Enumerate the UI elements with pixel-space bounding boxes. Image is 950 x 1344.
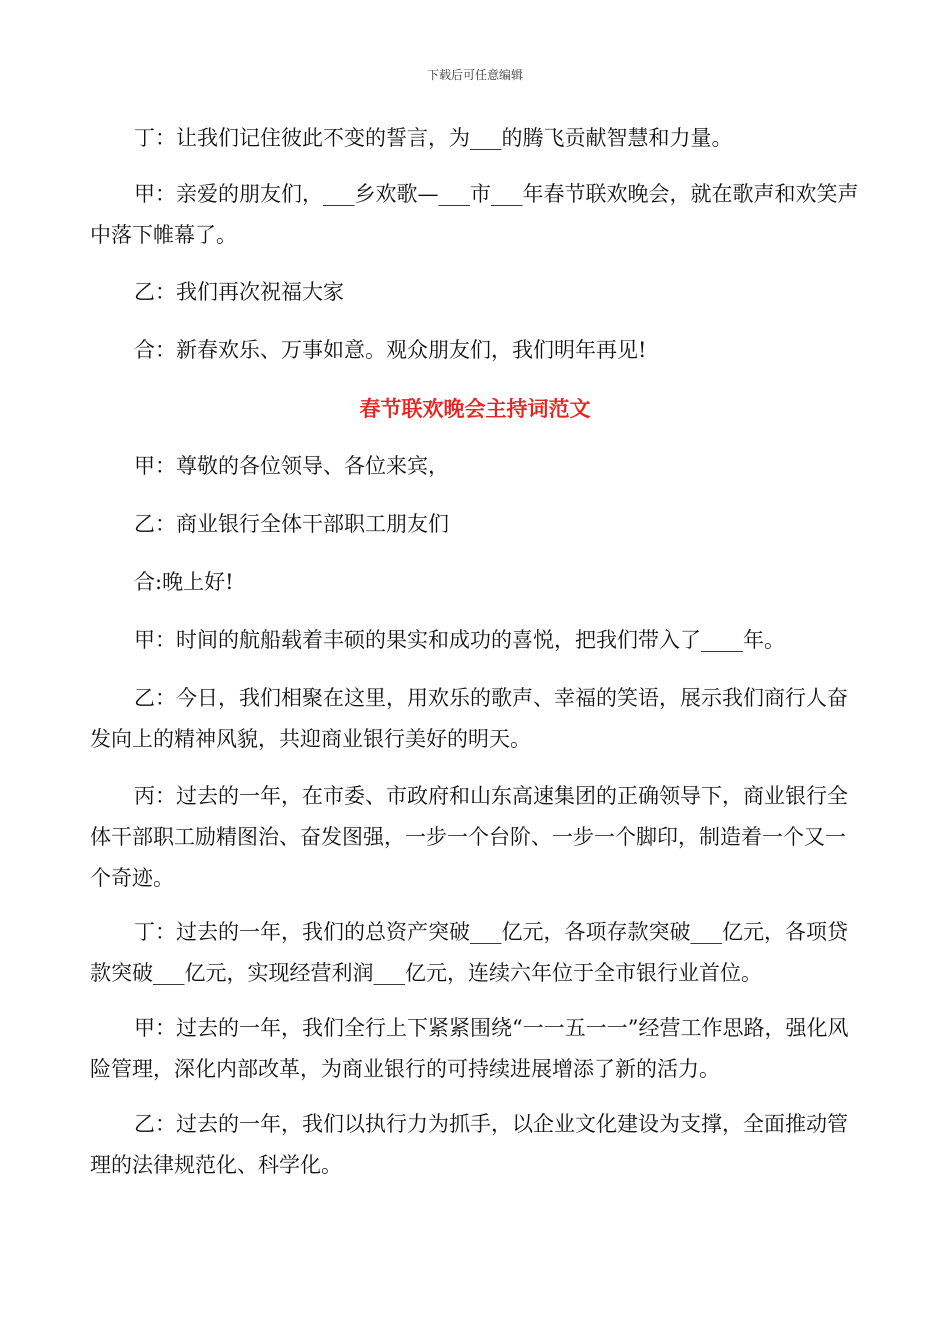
paragraph: 合:晚上好! bbox=[134, 570, 234, 594]
paragraph: 乙：我们再次祝福大家 bbox=[134, 280, 344, 304]
paragraph: 甲：尊敬的各位领导、各位来宾， bbox=[134, 454, 449, 478]
paragraph: 甲：亲爱的朋友们，___乡欢歌—___市___年春节联欢晚会，就在歌声和欢笑声中落下帷幕了。 bbox=[90, 182, 859, 247]
paragraph: 甲：时间的航船载着丰硕的果实和成功的喜悦，把我们带入了____年。 bbox=[134, 628, 785, 652]
paragraph: 甲：过去的一年，我们全行上下紧紧围绕“一一五一一”经营工作思路，强化风险管理，深化内部改革，为商业银行的可持续进展增添了新的活力。 bbox=[90, 1016, 849, 1081]
paragraph: 丁：过去的一年，我们的总资产突破___亿元，各项存款突破___亿元，各项贷款突破___亿元，实现经营利润___亿元，连续六年位于全市银行业首位。 bbox=[90, 920, 848, 985]
section-title: 春节联欢晚会主持词范文 bbox=[359, 396, 591, 421]
paragraph: 丙：过去的一年，在市委、市政府和山东高速集团的正确领导下，商业银行全体干部职工励精图治、奋发图强，一步一个台阶、一步一个脚印，制造着一个又一个奇迹。 bbox=[90, 784, 848, 890]
paragraph: 乙：过去的一年，我们以执行力为抓手，以企业文化建设为支撑，全面推动管理的法律规范化、科学化。 bbox=[90, 1112, 848, 1177]
paragraph: 乙：商业银行全体干部职工朋友们 bbox=[134, 512, 449, 536]
paragraph: 丁：让我们记住彼此不变的誓言，为___的腾飞贡献智慧和力量。 bbox=[134, 126, 733, 150]
paragraph: 合：新春欢乐、万事如意。观众朋友们，我们明年再见! bbox=[134, 338, 647, 362]
header-note: 下载后可任意编辑 bbox=[426, 68, 523, 82]
paragraph: 乙：今日，我们相聚在这里，用欢乐的歌声、幸福的笑语，展示我们商行人奋发向上的精神风貌，共迎商业银行美好的明天。 bbox=[90, 686, 848, 751]
